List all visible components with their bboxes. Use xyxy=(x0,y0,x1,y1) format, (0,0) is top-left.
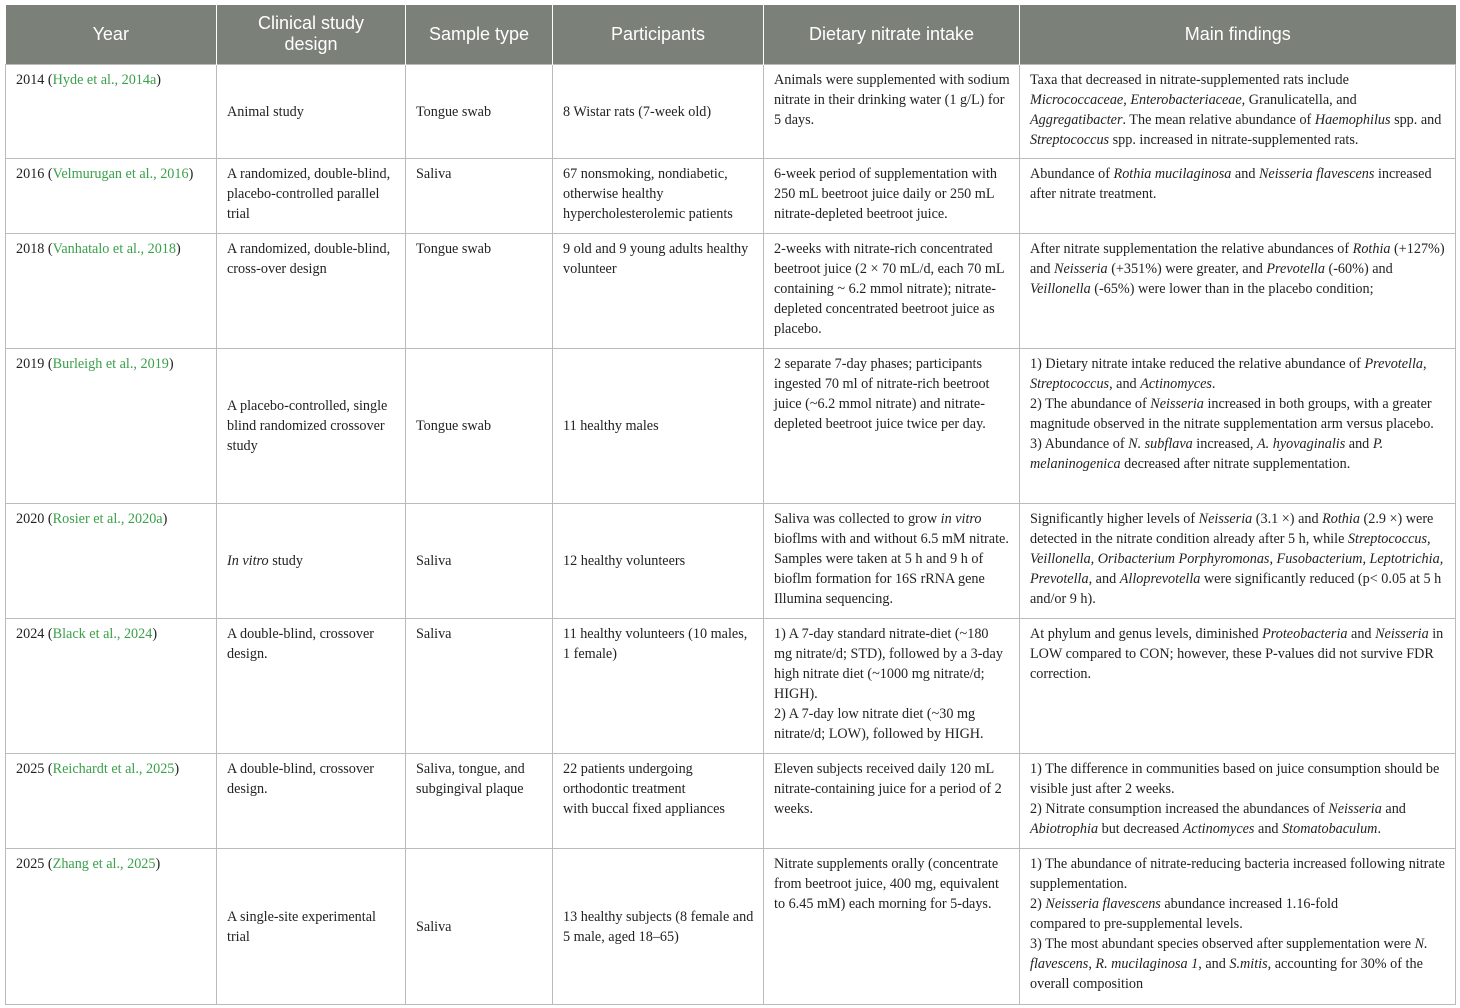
findings-text: Neisseria xyxy=(1150,395,1204,412)
table-body xyxy=(6,64,1456,1004)
design-text: A single-site experimental trial xyxy=(227,908,376,945)
findings-text: decreased after nitrate supplementation. xyxy=(1120,455,1351,472)
citation-link[interactable]: Reichardt et al., 2025 xyxy=(52,760,175,777)
design-text: In vitro xyxy=(227,553,269,569)
design-cell xyxy=(217,64,406,158)
findings-text: (-65%) were lower than in the placebo condition; xyxy=(1090,280,1374,297)
findings-text: , and xyxy=(1109,375,1141,392)
sample-type-text: Tongue swab xyxy=(416,103,492,120)
participants-text: 11 healthy volunteers (10 males, 1 female) xyxy=(563,625,748,662)
findings-text: Neisseria xyxy=(1328,800,1382,817)
findings-text: . xyxy=(1211,375,1216,392)
findings-text: Stomatobaculum xyxy=(1282,820,1378,837)
year-text: 2019 xyxy=(16,355,45,372)
year-cell: 2020 (Rosier et al., 2020a) xyxy=(6,503,217,618)
citation-link[interactable]: Hyde et al., 2014a xyxy=(52,71,157,88)
findings-text: , xyxy=(1088,955,1096,972)
findings-text: 1) The difference in communities based on juice consumption should be visible just after 2 weeks. xyxy=(1030,760,1440,797)
sample-type-text: Saliva xyxy=(416,625,452,642)
citation-link[interactable]: Zhang et al., 2025 xyxy=(52,855,156,872)
findings-text: Neisseria xyxy=(1198,510,1253,527)
findings-text: . The mean relative abundance of xyxy=(1122,111,1315,128)
table-row xyxy=(6,64,1456,158)
findings-text: and xyxy=(1347,625,1376,642)
design-text: A randomized, double-blind, placebo-controlled parallel trial xyxy=(227,165,391,222)
findings-text: Neisseria xyxy=(1054,260,1108,277)
sample-type-cell xyxy=(406,618,553,753)
table-row xyxy=(6,618,1456,753)
design-text: Animal study xyxy=(227,103,304,120)
findings-text: Abundance of xyxy=(1030,165,1114,182)
header-design-label: Clinical study design xyxy=(257,13,365,55)
findings-text: 2) xyxy=(1030,895,1046,912)
header-nitrate-intake: Dietary nitrate intake xyxy=(764,5,1020,64)
citation-link[interactable]: Burleigh et al., 2019 xyxy=(52,355,169,372)
nitrate-intake-cell xyxy=(764,753,1020,848)
table-row xyxy=(6,753,1456,848)
main-findings-cell xyxy=(1020,848,1456,1004)
findings-text: spp. and xyxy=(1390,111,1442,128)
participants-text: 11 healthy males xyxy=(563,418,659,434)
design-cell xyxy=(217,158,406,233)
findings-text: increased, xyxy=(1192,435,1257,452)
findings-text: Alloprevotella xyxy=(1119,570,1201,587)
intake-text: bioflms with and without 6.5 mM nitrate. Samples were taken at 5 h and 9 h of bioflm formation for 16S rRNA gene Illumina sequencing. xyxy=(774,530,1009,607)
sample-type-cell xyxy=(406,158,553,233)
design-cell xyxy=(217,753,406,848)
year-text: 2025 xyxy=(16,760,45,777)
findings-text: 1) Dietary nitrate intake reduced the relative abundance of xyxy=(1030,355,1365,372)
findings-text: P. melaninogenica xyxy=(1030,435,1384,472)
findings-text: N. subflava xyxy=(1128,435,1193,452)
findings-text: increased in both groups, with a greater magnitude observed in the nitrate supplementation arm versus placebo. xyxy=(1030,395,1434,432)
participants-cell xyxy=(553,848,764,1004)
nitrate-intake-cell xyxy=(764,348,1020,503)
intake-text: Eleven subjects received daily 120 mL nitrate-containing juice for a period of 2 weeks. xyxy=(774,760,1002,817)
findings-text: Proteobacteria xyxy=(1262,625,1348,642)
design-text: A placebo-controlled, single blind randomized crossover study xyxy=(227,398,388,454)
participants-cell xyxy=(553,753,764,848)
nitrate-intake-cell xyxy=(764,64,1020,158)
main-findings-cell xyxy=(1020,158,1456,233)
findings-text: (+127%) and xyxy=(1030,240,1445,277)
year-text: 2025 xyxy=(16,855,45,872)
intake-text: Nitrate supplements orally (concentrate from beetroot juice, 400 mg, equivalent to 6.45 mM) each morning for 5-days. xyxy=(774,855,999,912)
main-findings-cell xyxy=(1020,348,1456,503)
sample-type-cell xyxy=(406,233,553,348)
intake-text: Animals were supplemented with sodium nitrate in their drinking water (1 g/L) for 5 days. xyxy=(774,71,1010,128)
design-text: study xyxy=(268,553,303,569)
year-text: 2020 xyxy=(16,510,45,527)
findings-text: Actinomyces xyxy=(1140,375,1212,392)
table-row xyxy=(6,158,1456,233)
participants-cell xyxy=(553,503,764,618)
studies-table xyxy=(5,5,1456,1005)
year-cell: 2016 (Velmurugan et al., 2016) xyxy=(6,158,217,233)
findings-text: 3) The most abundant species observed after supplementation were xyxy=(1030,935,1415,952)
findings-text: , and xyxy=(1198,955,1230,972)
design-text: A randomized, double-blind, cross-over design xyxy=(227,240,391,277)
participants-cell xyxy=(553,233,764,348)
main-findings-cell xyxy=(1020,753,1456,848)
findings-text: were significantly reduced (p< 0.05 at 5 h and/or 9 h). xyxy=(1030,570,1442,607)
year-cell: 2025 (Zhang et al., 2025) xyxy=(6,848,217,1004)
intake-text: Saliva was collected to grow xyxy=(774,510,941,527)
year-cell: 2024 (Black et al., 2024) xyxy=(6,618,217,753)
findings-text: N. flavescens xyxy=(1030,935,1428,972)
findings-text: increased after nitrate treatment. xyxy=(1030,165,1432,202)
intake-text: 2 separate 7-day phases; participants ingested 70 ml of nitrate-rich beetroot juice (~6.2 mmol nitrate) and nitrate-depleted beetroot juice twice per day. xyxy=(774,355,990,432)
sample-type-cell xyxy=(406,503,553,618)
nitrate-intake-cell xyxy=(764,233,1020,348)
findings-text: Streptococcus xyxy=(1030,375,1110,392)
findings-text: Micrococcaceae xyxy=(1030,91,1124,108)
citation-link[interactable]: Vanhatalo et al., 2018 xyxy=(52,240,176,257)
year-text: 2016 xyxy=(16,165,45,182)
findings-text: and xyxy=(1345,435,1373,452)
findings-text: , and xyxy=(1088,570,1120,587)
year-text: 2024 xyxy=(16,625,45,642)
findings-text: S.mitis xyxy=(1229,955,1268,972)
sample-type-cell xyxy=(406,753,553,848)
header-row xyxy=(6,5,1456,64)
findings-text: , xyxy=(1123,91,1131,108)
participants-text: 67 nonsmoking, nondiabetic, otherwise healthy hypercholesterolemic patients xyxy=(563,165,733,222)
intake-line: 1) A 7-day standard nitrate-diet (~180 mg nitrate/d; STD), followed by a 3-day high nitrate diet (~1000 mg nitrate/d; HIGH). xyxy=(774,625,1003,702)
findings-text: , accounting for 30% of the overall composition xyxy=(1030,955,1423,992)
table-row xyxy=(6,233,1456,348)
participants-cell xyxy=(553,618,764,753)
citation-link[interactable]: Velmurugan et al., 2016 xyxy=(52,165,189,182)
findings-text: Prevotella xyxy=(1266,260,1325,277)
findings-text: compared to pre-supplemental levels. xyxy=(1030,915,1243,932)
nitrate-intake-cell xyxy=(764,618,1020,753)
main-findings-cell xyxy=(1020,618,1456,753)
findings-text: 3) Abundance of xyxy=(1030,435,1129,452)
header-main-findings: Main findings xyxy=(1020,5,1456,64)
findings-text: 2) Nitrate consumption increased the abundances of xyxy=(1030,800,1329,817)
participants-cell xyxy=(553,64,764,158)
sample-type-cell xyxy=(406,348,553,503)
findings-text: Veillonella xyxy=(1030,280,1091,297)
nitrate-intake-cell xyxy=(764,158,1020,233)
year-cell: 2025 (Reichardt et al., 2025) xyxy=(6,753,217,848)
sample-type-text: Tongue swab xyxy=(416,240,492,257)
findings-text: Neisseria flavescens xyxy=(1258,165,1375,182)
participants-cell xyxy=(553,348,764,503)
intake-text: 6-week period of supplementation with 250 mL beetroot juice daily or 250 mL nitrate-depleted beetroot juice. xyxy=(774,165,998,222)
findings-text: Neisseria flavescens xyxy=(1045,895,1161,912)
sample-type-cell xyxy=(406,848,553,1004)
findings-text: Rothia xyxy=(1322,510,1360,527)
sample-type-text: Saliva, tongue, and subgingival plaque xyxy=(416,760,525,797)
findings-text: Rothia xyxy=(1352,240,1391,257)
design-text: A double-blind, crossover design. xyxy=(227,625,374,662)
findings-text: , xyxy=(1423,355,1427,372)
findings-text: (2.9 ×) were detected in the nitrate condition already after 5 h, while xyxy=(1030,510,1434,547)
findings-text: A. hyovaginalis xyxy=(1256,435,1346,452)
findings-text: Aggregatibacter xyxy=(1030,111,1123,128)
findings-text: and xyxy=(1231,165,1259,182)
findings-text: (+351%) were greater, and xyxy=(1107,260,1267,277)
design-text: A double-blind, crossover design. xyxy=(227,760,374,797)
year-text: 2018 xyxy=(16,240,45,257)
findings-text: 1) The abundance of nitrate-reducing bacteria increased following nitrate supplementation. xyxy=(1030,855,1445,892)
design-cell xyxy=(217,503,406,618)
findings-text: Enterobacteriaceae xyxy=(1130,91,1242,108)
sample-type-text: Saliva xyxy=(416,918,452,935)
sample-type-cell xyxy=(406,64,553,158)
findings-text: . xyxy=(1377,820,1381,837)
main-findings-cell xyxy=(1020,503,1456,618)
findings-text: and xyxy=(1254,820,1283,837)
year-cell: 2019 (Burleigh et al., 2019) xyxy=(6,348,217,503)
findings-text: At phylum and genus levels, diminished xyxy=(1030,625,1263,642)
findings-text: Abiotrophia xyxy=(1030,820,1099,837)
participants-text: 9 old and 9 young adults healthy volunteer xyxy=(563,240,749,277)
findings-text: (-60%) and xyxy=(1324,260,1393,277)
nitrate-intake-cell xyxy=(764,503,1020,618)
table-row xyxy=(6,848,1456,1004)
nitrate-intake-cell xyxy=(764,848,1020,1004)
findings-text: but decreased xyxy=(1098,820,1183,837)
findings-text: Rothia mucilaginosa xyxy=(1113,165,1232,182)
findings-text: R. mucilaginosa 1 xyxy=(1095,955,1199,972)
findings-text: Actinomyces xyxy=(1182,820,1255,837)
findings-text: Taxa that decreased in nitrate-supplemented rats include xyxy=(1030,71,1349,88)
main-findings-cell xyxy=(1020,233,1456,348)
participants-text: 8 Wistar rats (7-week old) xyxy=(563,103,712,120)
header-sample-type: Sample type xyxy=(406,5,553,64)
sample-type-text: Saliva xyxy=(416,553,452,569)
design-cell xyxy=(217,618,406,753)
findings-text: Prevotella xyxy=(1364,355,1424,372)
design-cell xyxy=(217,848,406,1004)
design-cell xyxy=(217,348,406,503)
findings-text: Streptococcus xyxy=(1030,131,1110,148)
main-findings-cell xyxy=(1020,64,1456,158)
findings-text: and xyxy=(1381,800,1406,817)
table-row xyxy=(6,503,1456,618)
sample-type-text: Tongue swab xyxy=(416,418,492,434)
findings-text: abundance increased 1.16-fold xyxy=(1160,895,1339,912)
year-cell: 2014 (Hyde et al., 2014a) xyxy=(6,64,217,158)
findings-text: After nitrate supplementation the relative abundances of xyxy=(1030,240,1353,257)
findings-text: Haemophilus xyxy=(1314,111,1391,128)
participants-text: 12 healthy volunteers xyxy=(563,553,686,569)
citation-link[interactable]: Rosier et al., 2020a xyxy=(52,510,163,527)
year-cell: 2018 (Vanhatalo et al., 2018) xyxy=(6,233,217,348)
header-year: Year xyxy=(6,5,217,64)
table-row xyxy=(6,348,1456,503)
header-design xyxy=(217,5,406,64)
findings-text: spp. increased in nitrate-supplemented rats. xyxy=(1109,131,1359,148)
participants-line: with buccal fixed appliances xyxy=(563,800,725,817)
participants-line: 22 patients undergoing orthodontic treatment xyxy=(563,760,693,797)
intake-text: 2-weeks with nitrate-rich concentrated beetroot juice (2 × 70 mL/d, each 70 mL containing ~ 6.2 mmol nitrate); nitrate-depleted concentrated beetroot juice as placebo. xyxy=(774,240,1005,337)
participants-cell xyxy=(553,158,764,233)
design-cell xyxy=(217,233,406,348)
intake-text: in vitro xyxy=(940,510,982,527)
findings-text: Significantly higher levels of xyxy=(1030,510,1199,527)
findings-text: 2) The abundance of xyxy=(1030,395,1151,412)
findings-text: Neisseria xyxy=(1375,625,1429,642)
findings-text: , Granulicatella, and xyxy=(1241,91,1357,108)
citation-link[interactable]: Black et al., 2024 xyxy=(52,625,153,642)
sample-type-text: Saliva xyxy=(416,165,452,182)
findings-text: (3.1 ×) and xyxy=(1252,510,1323,527)
participants-text: 13 healthy subjects (8 female and 5 male, aged 18–65) xyxy=(563,908,754,945)
findings-text: in LOW compared to CON; however, these P-values did not survive FDR correction. xyxy=(1030,625,1444,682)
findings-text: Streptococcus, Veillonella, Oribacterium Porphyromonas, Fusobacterium, Leptotrichia, Prevotella xyxy=(1030,530,1444,587)
year-text: 2014 xyxy=(16,71,45,88)
header-participants: Participants xyxy=(553,5,764,64)
intake-line: 2) A 7-day low nitrate diet (~30 mg nitrate/d; LOW), followed by HIGH. xyxy=(774,705,984,742)
